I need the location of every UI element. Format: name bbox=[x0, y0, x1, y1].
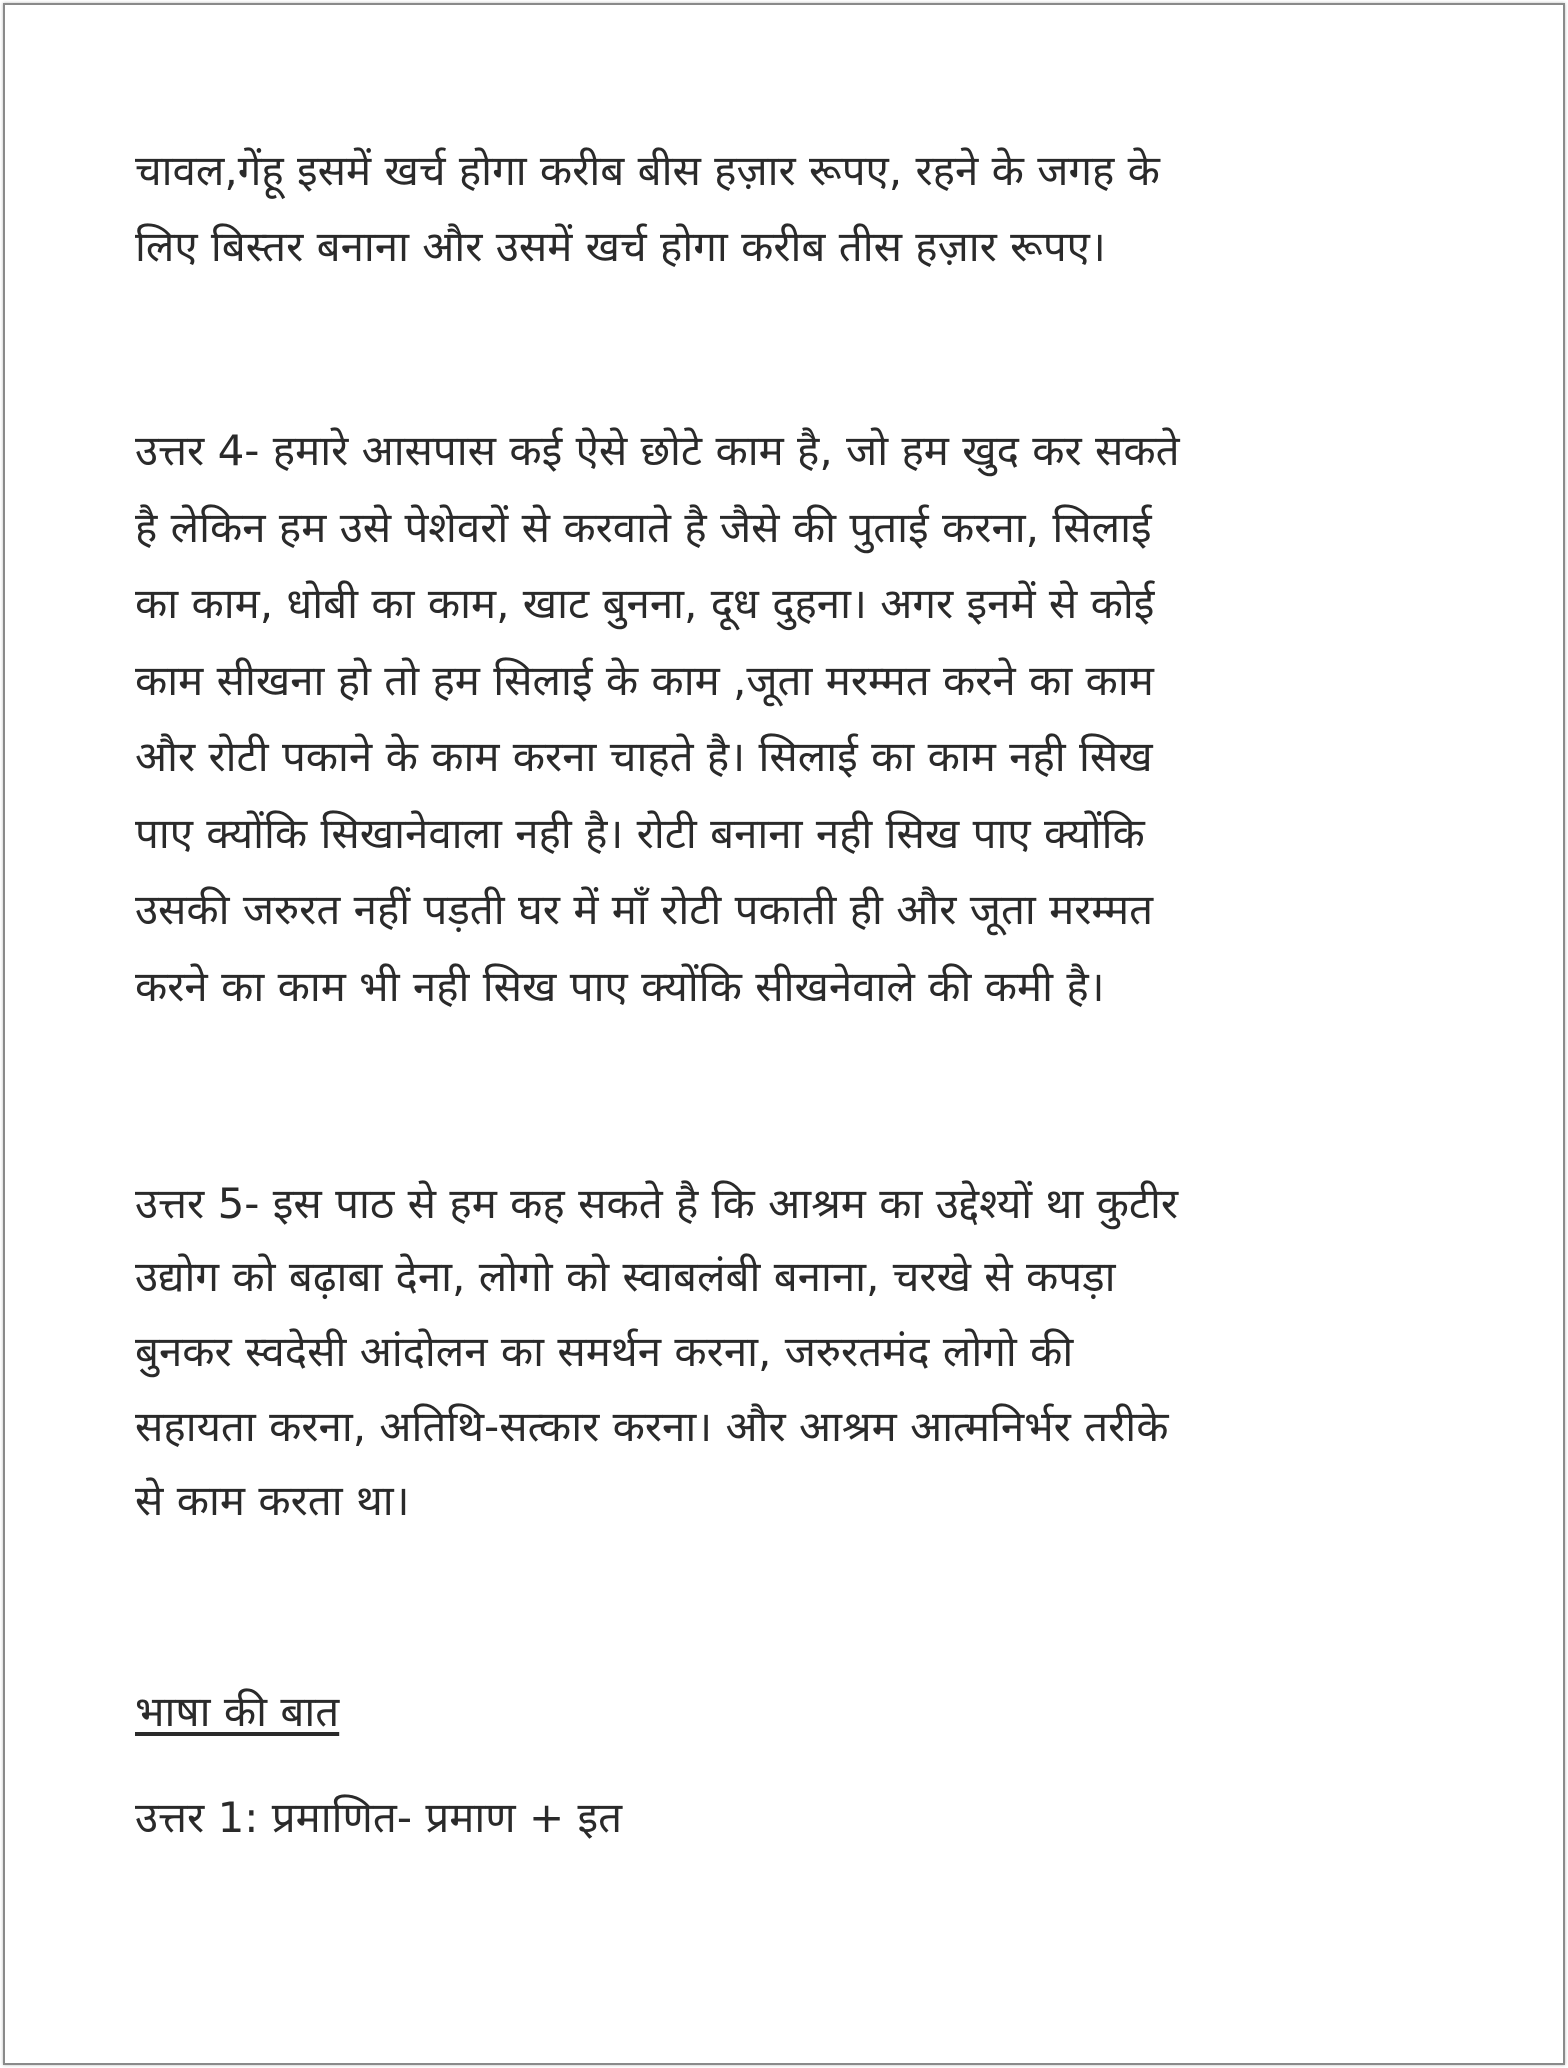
text-line: का काम, धोबी का काम, खाट बुनना, दूध दुहना। अगर इनमें से कोई bbox=[135, 579, 1155, 628]
text-line: से काम करता था। bbox=[135, 1476, 410, 1525]
text-line: काम सीखना हो तो हम सिलाई के काम ,जूता मरम्मत करने का काम bbox=[135, 656, 1154, 705]
text-line: लिए बिस्तर बनाना और उसमें खर्च होगा करीब तीस हज़ार रूपए। bbox=[135, 222, 1106, 271]
text-line: बुनकर स्वदेसी आंदोलन का समर्थन करना, जरुरतमंद लोगो की bbox=[135, 1327, 1074, 1376]
text-line: उत्तर 4- हमारे आसपास कई ऐसे छोटे काम है, जो हम खुद कर सकते bbox=[135, 426, 1180, 475]
page-border bbox=[3, 3, 1565, 2065]
answer-1-line: उत्तर 1: प्रमाणित- प्रमाण + इत bbox=[135, 1793, 623, 1842]
text-line: और रोटी पकाने के काम करना चाहते है। सिलाई का काम नही सिख bbox=[135, 732, 1153, 781]
text-line: करने का काम भी नही सिख पाए क्योंकि सीखनेवाले की कमी है। bbox=[135, 962, 1105, 1011]
section-heading: भाषा की बात bbox=[135, 1687, 340, 1736]
text-line: चावल,गेंहू इसमें खर्च होगा करीब बीस हज़ार रूपए, रहने के जगह के bbox=[135, 146, 1160, 195]
text-line: उत्तर 5- इस पाठ से हम कह सकते है कि आश्रम का उद्देश्यों था कुटीर bbox=[135, 1179, 1179, 1228]
text-line: सहायता करना, अतिथि-सत्कार करना। और आश्रम आत्मनिर्भर तरीके bbox=[135, 1402, 1169, 1451]
text-line: पाए क्योंकि सिखानेवाला नही है। रोटी बनाना नही सिख पाए क्योंकि bbox=[135, 809, 1145, 858]
text-line: है लेकिन हम उसे पेशेवरों से करवाते है जैसे की पुताई करना, सिलाई bbox=[135, 503, 1152, 552]
text-line: उद्योग को बढ़ाबा देना, लोगो को स्वाबलंबी बनाना, चरखे से कपड़ा bbox=[135, 1252, 1116, 1301]
text-line: उसकी जरुरत नहीं पड़ती घर में माँ रोटी पकाती ही और जूता मरम्मत bbox=[135, 885, 1154, 934]
